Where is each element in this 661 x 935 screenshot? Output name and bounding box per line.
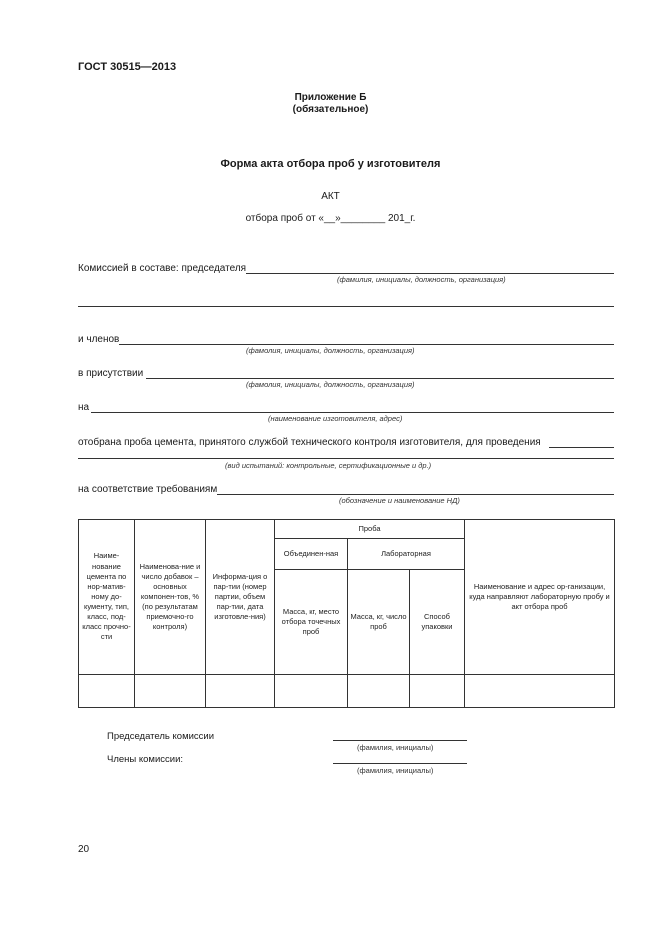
header-combined-mass: Масса, кг, место отбора точечных проб (275, 570, 348, 675)
header-cement-name: Наиме-нование цемента по нор-матив-ному до-кументу, тип, класс, под-класс прочно-сти (79, 520, 135, 675)
manufacturer-label: на (78, 402, 90, 413)
header-additives: Наименова-ние и число добавок – основных компонен-тов, % (по результатам приемочно-го контроля) (135, 520, 206, 675)
header-lab-pack: Способ упаковки (410, 570, 465, 675)
sample-label: отобрана проба цемента, принятого службой технического контроля изготовителя, для проведения (78, 437, 541, 448)
appendix-title: Приложение Б (294, 92, 367, 103)
manufacturer-field[interactable] (91, 412, 614, 413)
compliance-field[interactable] (217, 494, 614, 495)
table-cell[interactable] (275, 675, 348, 708)
table-cell[interactable] (206, 675, 275, 708)
sample-hint: (вид испытаний: контрольные, сертификационные и др.) (225, 461, 432, 470)
table-cell[interactable] (79, 675, 135, 708)
chairman-hint: (фамилия, инициалы) (357, 743, 434, 752)
commission-hint: (фамилия, инициалы, должность, организация) (337, 275, 506, 284)
header-batch-info: Информа-ция о пар-тии (номер партии, объем пар-тии, дата изготовле-ния) (206, 520, 275, 675)
act-title: АКТ (321, 191, 340, 202)
members-hint: (фамолия, инициалы, должность, организация) (246, 346, 415, 355)
page-number: 20 (78, 844, 90, 855)
members-label: и членов (78, 334, 120, 345)
table-row (79, 675, 615, 708)
form-title: Форма акта отбора проб у изготовителя (220, 158, 441, 170)
table-cell[interactable] (465, 675, 615, 708)
manufacturer-hint: (наименование изготовителя, адрес) (268, 414, 403, 423)
header-laboratory: Лабораторная (348, 539, 465, 570)
commission-label: Комиссией в составе: председателя (78, 263, 247, 274)
members-signature-hint: (фамилия, инициалы) (357, 766, 434, 775)
table-cell[interactable] (135, 675, 206, 708)
table-cell[interactable] (348, 675, 410, 708)
header-sample: Проба (275, 520, 465, 539)
members-signature-field[interactable] (333, 763, 467, 764)
compliance-label: на соответствие требованиям (78, 484, 218, 495)
sample-field-continued[interactable] (78, 458, 614, 459)
commission-field[interactable] (246, 273, 614, 274)
standard-header: ГОСТ 30515—2013 (78, 61, 177, 73)
table-cell[interactable] (410, 675, 465, 708)
members-field[interactable] (119, 344, 614, 345)
compliance-hint: (обозначение и наименование НД) (339, 496, 460, 505)
header-lab-mass: Масса, кг, число проб (348, 570, 410, 675)
header-address: Наименование и адрес ор-ганизации, куда направляют лабораторную пробу и акт отбора проб (465, 520, 615, 675)
presence-field[interactable] (146, 378, 614, 379)
presence-hint: (фамолия, инициалы, должность, организация) (246, 380, 415, 389)
chairman-label: Председатель комиссии (107, 731, 215, 742)
members-signature-label: Члены комиссии: (107, 754, 184, 765)
presence-label: в присутствии (78, 368, 144, 379)
chairman-signature-field[interactable] (333, 740, 467, 741)
commission-field-continued[interactable] (78, 306, 614, 307)
header-combined: Объединен-ная (275, 539, 348, 570)
sampling-table (78, 519, 615, 708)
appendix-subtitle: (обязательное) (292, 104, 369, 115)
act-subtitle: отбора проб от «__»________ 201_г. (245, 213, 416, 224)
sample-field[interactable] (549, 447, 614, 448)
